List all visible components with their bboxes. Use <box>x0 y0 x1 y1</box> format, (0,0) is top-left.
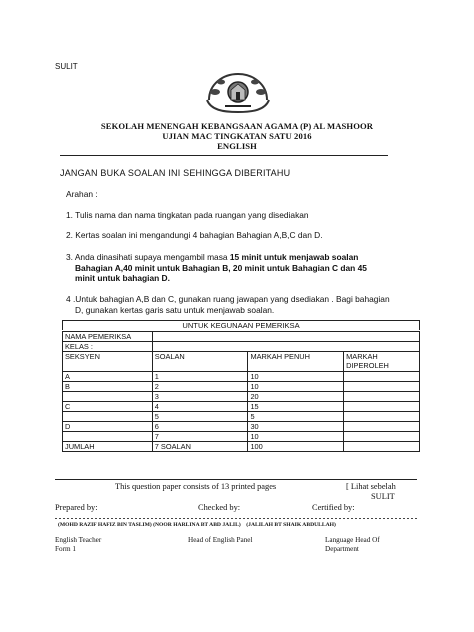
soalan-cell: 5 <box>152 412 248 422</box>
markah-penuh-cell: 100 <box>248 442 344 452</box>
signatory-names: (MOHD RAZIF HAFIZ BIN TASLIM) (NOOR HARLINA BT ABD JALIL) (JALILAH BT SHAIK ABDULLAH) <box>58 522 336 528</box>
header-markah-diperoleh <box>344 352 420 372</box>
seksyen-cell: D <box>63 422 153 432</box>
soalan-cell: 4 <box>152 402 248 412</box>
school-name: SEKOLAH MENENGAH KEBANGSAAN AGAMA (P) AL MASHOOR <box>100 121 374 131</box>
table-caption: UNTUK KEGUNAAN PEMERIKSA <box>62 320 420 330</box>
seksyen-cell <box>63 432 153 442</box>
markah-diperoleh-cell[interactable] <box>344 412 420 422</box>
instruction-4-line-1: 4 .Untuk bahagian A,B dan C, gunakan ruang jawapan yang dsediakan . Bagi bahagian <box>66 294 390 304</box>
kelas-value[interactable] <box>152 342 419 352</box>
header-underline <box>60 155 388 156</box>
table-row <box>63 372 420 382</box>
pages-text: This question paper consists of 13 printed pages <box>115 482 277 491</box>
table-row <box>63 402 420 412</box>
seksyen-cell: A <box>63 372 153 382</box>
signature-dotted-line <box>55 518 417 519</box>
table-row-jumlah <box>63 442 420 452</box>
checked-by-label: Checked by: <box>198 503 241 512</box>
sulit-label-bottom: SULIT <box>371 492 395 501</box>
instruction-3-bold-1: 15 minit untuk menjawab soalan <box>229 252 359 262</box>
soalan-cell: 7 SOALAN <box>152 442 248 452</box>
role-3-line-2: Department <box>325 545 359 553</box>
soalan-cell: 1 <box>152 372 248 382</box>
role-1-line-1: English Teacher <box>55 536 102 544</box>
soalan-cell: 6 <box>152 422 248 432</box>
seksyen-cell: JUMLAH <box>63 442 153 452</box>
seksyen-cell: B <box>63 382 153 392</box>
instruction-3-text: 3. Anda dinasihati supaya mengambil masa <box>66 252 230 262</box>
examiner-table <box>62 331 420 452</box>
table-row-nama <box>63 332 420 342</box>
subject-title: ENGLISH <box>217 141 257 151</box>
instruction-3 <box>66 252 426 262</box>
seksyen-cell <box>63 392 153 402</box>
school-crest-logo <box>203 70 273 114</box>
lihat-sebelah-text: [ Lihat sebelah <box>346 482 396 491</box>
soalan-cell: 2 <box>152 382 248 392</box>
seksyen-cell <box>63 412 153 422</box>
role-1-line-2: Form 1 <box>55 545 76 553</box>
markah-diperoleh-cell[interactable] <box>344 402 420 412</box>
table-header-row <box>63 352 420 372</box>
markah-penuh-cell: 10 <box>248 372 344 382</box>
markah-diperoleh-cell[interactable] <box>344 432 420 442</box>
header-markah-diperoleh-2: DIPEROLEH <box>346 361 389 370</box>
markah-diperoleh-cell[interactable] <box>344 372 420 382</box>
header-markah-diperoleh-1: MARKAH <box>346 352 378 361</box>
footer-line <box>55 479 417 480</box>
header-soalan: SOALAN <box>152 352 248 372</box>
instruction-4-line-2: D, gunakan kertas garis satu untuk menjawab soalan. <box>75 305 275 315</box>
table-row <box>63 432 420 442</box>
table-row <box>63 392 420 402</box>
table-row-kelas <box>63 342 420 352</box>
instruction-1: 1. Tulis nama dan nama tingkatan pada ruangan yang disediakan <box>66 210 309 220</box>
soalan-cell: 7 <box>152 432 248 442</box>
markah-penuh-cell: 15 <box>248 402 344 412</box>
nama-pemeriksa-label: NAMA PEMERIKSA <box>63 332 153 342</box>
markah-diperoleh-cell[interactable] <box>344 392 420 402</box>
table-row <box>63 382 420 392</box>
prepared-by-label: Prepared by: <box>55 503 98 512</box>
arahan-label: Arahan : <box>66 189 98 199</box>
soalan-cell: 3 <box>152 392 248 402</box>
header-seksyen: SEKSYEN <box>63 352 153 372</box>
nama-pemeriksa-value[interactable] <box>152 332 419 342</box>
markah-penuh-cell: 5 <box>248 412 344 422</box>
markah-diperoleh-cell[interactable] <box>344 422 420 432</box>
table-row <box>63 412 420 422</box>
instruction-3-bold-3: minit untuk bahagian D. <box>75 273 170 283</box>
header-markah-penuh: MARKAH PENUH <box>248 352 344 372</box>
markah-penuh-cell: 10 <box>248 382 344 392</box>
role-3-line-1: Language Head Of <box>325 536 380 544</box>
sulit-label-top: SULIT <box>55 62 78 71</box>
markah-diperoleh-cell[interactable] <box>344 382 420 392</box>
warning-text: JANGAN BUKA SOALAN INI SEHINGGA DIBERITAHU <box>60 168 291 178</box>
markah-penuh-cell: 20 <box>248 392 344 402</box>
exam-title: UJIAN MAC TINGKATAN SATU 2016 <box>162 131 312 141</box>
kelas-label: KELAS : <box>63 342 153 352</box>
markah-diperoleh-cell[interactable] <box>344 442 420 452</box>
table-row <box>63 422 420 432</box>
role-2: Head of English Panel <box>188 536 253 544</box>
certified-by-label: Certified by: <box>312 503 355 512</box>
seksyen-cell: C <box>63 402 153 412</box>
instruction-3-bold-2: Bahagian A,40 minit untuk Bahagian B, 20 minit untuk Bahagian C dan 45 <box>75 263 367 273</box>
instruction-2: 2. Kertas soalan ini mengandungi 4 bahagian Bahagian A,B,C dan D. <box>66 230 323 240</box>
markah-penuh-cell: 30 <box>248 422 344 432</box>
markah-penuh-cell: 10 <box>248 432 344 442</box>
